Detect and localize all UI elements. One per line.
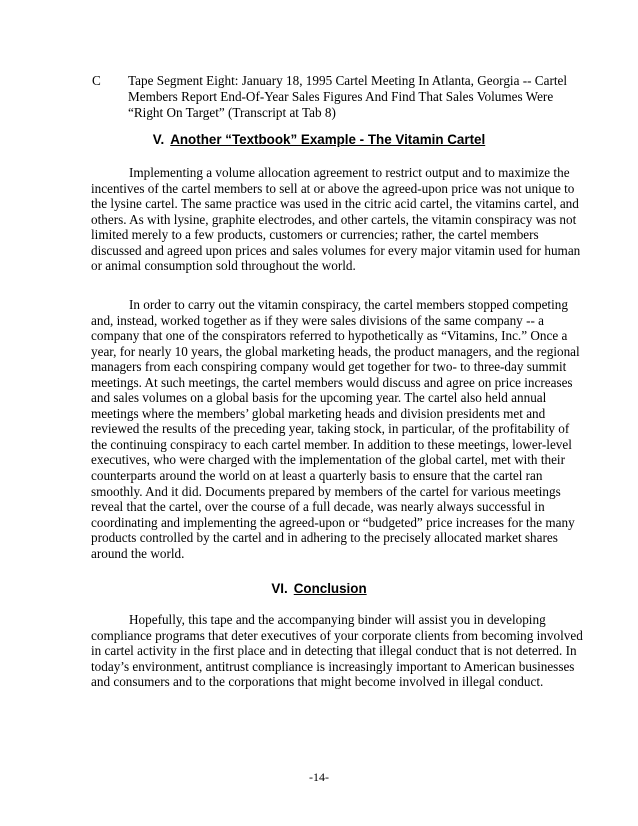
paragraph-conclusion: Hopefully, this tape and the accompanying binder will assist you in developing compliance programs that deter executives of your corporate clients from becoming involved in cartel activity in the first place and in detecting that illegal conduct that is not deterred. In today’s environment, antitrust compliance is increasingly important to American businesses and consumers and to the corporations that might become involved in illegal conduct. — [91, 612, 583, 690]
section-number: VI. — [271, 581, 288, 596]
section-heading-vi — [0, 581, 638, 596]
paragraph-vitamin-intro: Implementing a volume allocation agreement to restrict output and to maximize the incentives of the cartel members to sell at or above the agreed-upon price was not unique to the lysine cartel. The same practice was used in the citric acid cartel, the vitamins cartel, and others. As with lysine, graphite electrodes, and other cartels, the vitamin conspiracy was not limited merely to a few products, customers or currencies; rather, the cartel members discussed and agreed upon prices and sales volumes for every major vitamin used for human or animal consumption sold throughout the world. — [91, 165, 581, 274]
paragraph-vitamin-conspiracy: In order to carry out the vitamin conspiracy, the cartel members stopped competing and, instead, worked together as if they were sales divisions of the same company -- a company that one of the conspirators referred to hypothetically as “Vitamins, Inc.” Once a year, for nearly 10 years, the global marketing heads, the product managers, and the regional managers from each conspiring company would get together for two- to three-day summit meetings. At such meetings, the cartel members would discuss and agree on price increases and sales volumes on a global basis for the upcoming year. The cartel also held annual meetings where the members’ global marketing heads and division presidents met and reviewed the results of the preceding year, taking stock, in particular, of the profitability of the continuing conspiracy to each cartel member. In addition to these meetings, lower-level executives, who were charged with the implementation of the global cartel, met with their counterparts around the world on at least a quarterly basis to ensure that the cartel ran smoothly. And it did. Documents prepared by members of the cartel for various meetings reveal that the cartel, over the course of a full decade, was nearly always successful in coordinating and implementing the agreed-upon or “budgeted” price increases for the many products controlled by the cartel and in adhering to the precisely allocated market shares around the world. — [91, 297, 580, 561]
section-title: Another “Textbook” Example - The Vitamin Cartel — [170, 132, 486, 147]
list-marker: C — [92, 73, 101, 88]
section-title: Conclusion — [293, 581, 367, 596]
page-number: -14- — [309, 770, 329, 784]
section-heading-v — [0, 132, 638, 147]
section-number: V. — [152, 132, 165, 147]
tape-segment-description: Tape Segment Eight: January 18, 1995 Cartel Meeting In Atlanta, Georgia -- Cartel Members Report End-Of-Year Sales Figures And Find That Sales Volumes Were “Right On Target” (Transcript at Tab 8) — [128, 73, 568, 120]
